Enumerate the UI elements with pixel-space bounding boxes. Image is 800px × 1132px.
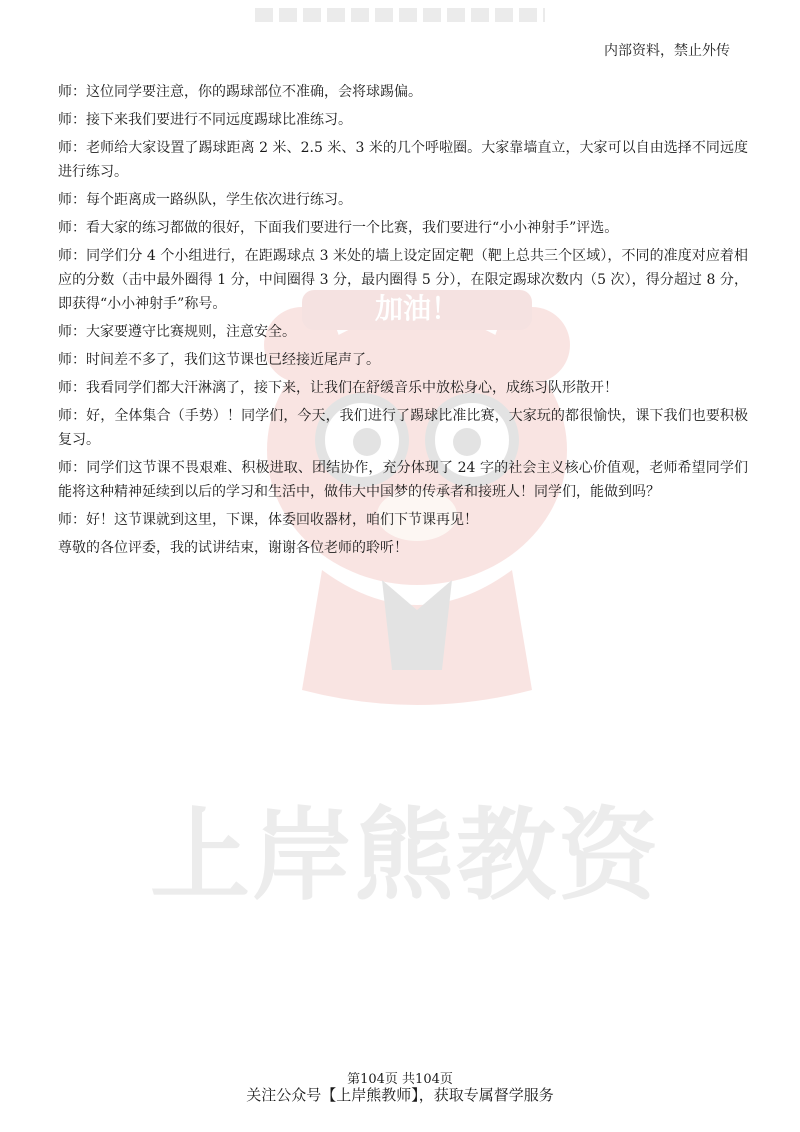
paragraph: 师：好！这节课就到这里，下课，体委回收器材，咱们下节课再见！ — [58, 512, 478, 528]
mascot-banner-text: 加油！ — [374, 292, 460, 325]
page-number: 第104页 共104页 — [347, 1072, 453, 1087]
paragraph: 尊敬的各位评委，我的试讲结束，谢谢各位老师的聆听！ — [58, 540, 408, 556]
paragraph: 师：大家要遵守比赛规则，注意安全。 — [58, 324, 296, 340]
footer-promo-note: 关注公众号【上岸熊教师】，获取专属督学服务 — [246, 1086, 554, 1104]
top-header-smudge — [255, 8, 545, 22]
header-confidential-note: 内部资料，禁止外传 — [604, 43, 730, 59]
document-body — [58, 80, 748, 564]
paragraph: 师：看大家的练习都做的很好，下面我们要进行一个比赛，我们要进行“小小神射手”评选。 — [58, 220, 619, 236]
paragraph: 师：我看同学们都大汗淋漓了，接下来，让我们在舒缓音乐中放松身心，成练习队形散开！ — [58, 380, 618, 396]
paragraph: 师：好，全体集合（手势）！同学们，今天，我们进行了踢球比准比赛，大家玩的都很愉快，课下我们也要积极复习。 — [58, 408, 748, 448]
paragraph: 师：老师给大家设置了踢球距离 2 米、2.5 米、3 米的几个呼啦圈。大家靠墙直立，大家可以自由选择不同远度进行练习。 — [58, 140, 748, 180]
brand-watermark-text: 上岸熊教资 — [150, 797, 660, 914]
paragraph: 师：同学们这节课不畏艰难、积极进取、团结协作，充分体现了 24 字的社会主义核心价值观，老师希望同学们能将这种精神延续到以后的学习和生活中，做伟大中国梦的传承者和接班人！同学们，能做到吗？ — [58, 460, 748, 500]
paragraph: 师：每个距离成一路纵队，学生依次进行练习。 — [58, 192, 352, 208]
paragraph: 师：接下来我们要进行不同远度踢球比准练习。 — [58, 112, 352, 128]
paragraph: 师：同学们分 4 个小组进行，在距踢球点 3 米处的墙上设定固定靶（靶上总共三个区域），不同的准度对应着相应的分数（击中最外圈得 1 分，中间圈得 3 分，最内圈得 5 分），在限定踢球次数内（5 次），得分超过 8 分，即获得“小小神射手”称号。 — [58, 248, 748, 312]
paragraph: 师：这位同学要注意，你的踢球部位不准确，会将球踢偏。 — [58, 84, 422, 100]
paragraph: 师：时间差不多了，我们这节课也已经接近尾声了。 — [58, 352, 380, 368]
